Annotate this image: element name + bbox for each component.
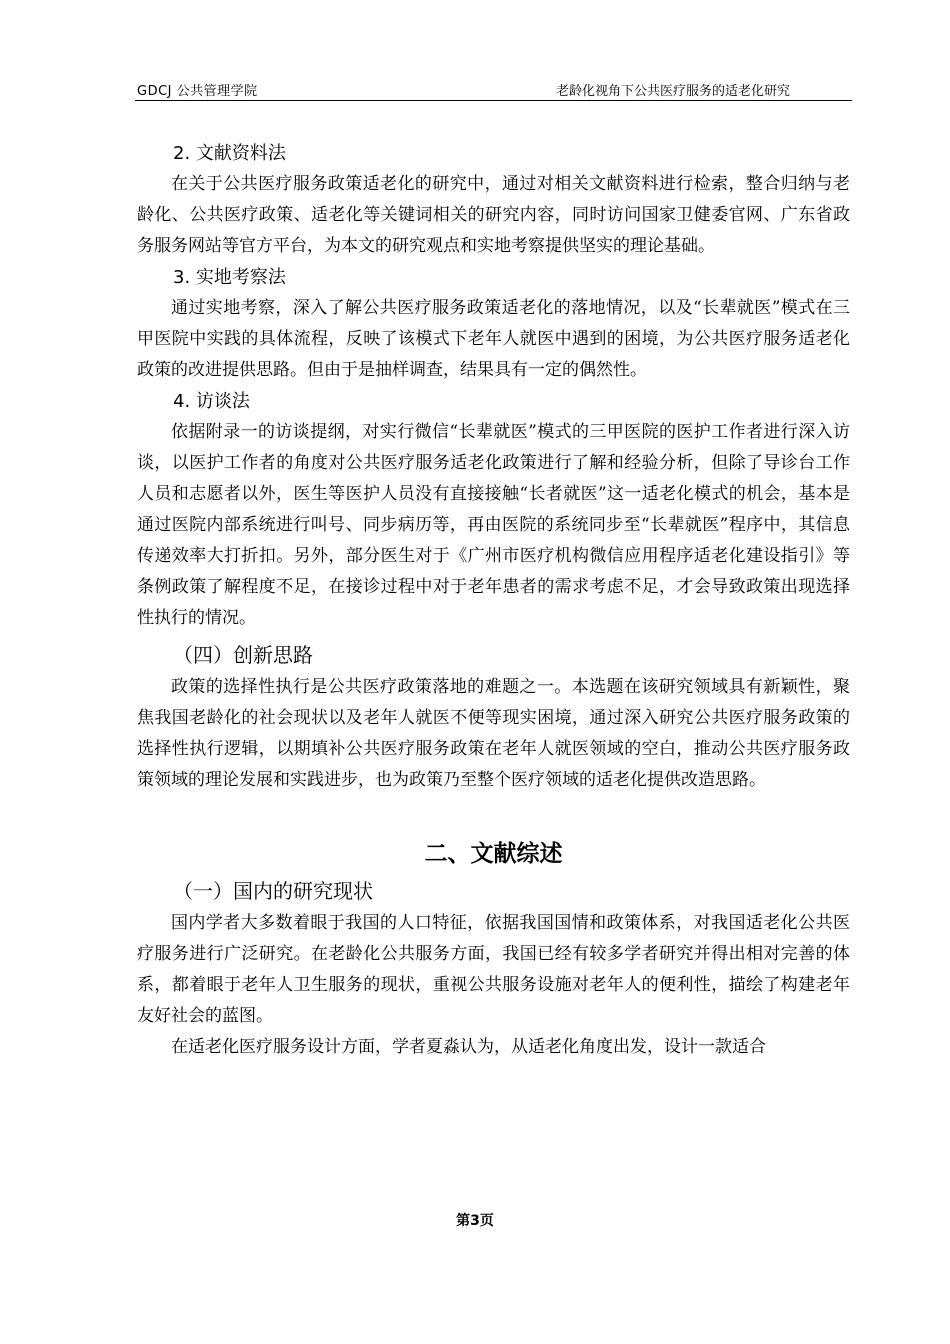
paragraph-literature-method: 在关于公共医疗服务政策适老化的研究中，通过对相关文献资料进行检索，整合归纳与老龄化、公共医疗政策、适老化等关键词相关的研究内容，同时访问国家卫健委官网、广东省政务服务网站等官方平台，为本文的研究观点和实地考察提供坚实的理论基础。	[137, 174, 850, 256]
heading-field-study: 3. 实地考察法	[173, 267, 286, 288]
document-body	[137, 138, 850, 1063]
header-institution: GDCJ 公共管理学院	[137, 84, 258, 99]
paragraph-domestic-research-2: 在适老化医疗服务设计方面，学者夏淼认为，从适老化角度出发，设计一款适合	[171, 1037, 766, 1057]
heading-innovation: （四）创新思路	[173, 643, 313, 667]
heading-interview: 4. 访谈法	[173, 391, 250, 412]
chapter-heading-literature-review: 二、文献综述	[424, 841, 563, 867]
paragraph-field-study: 通过实地考察，深入了解公共医疗服务政策适老化的落地情况，以及“长辈就医”模式在三甲医院中实践的具体流程，反映了该模式下老年人就医中遇到的困境，为公共医疗服务适老化政策的改进提供思路。但由于是抽样调查，结果具有一定的偶然性。	[137, 298, 850, 380]
page-number: 第3页	[456, 1213, 494, 1229]
heading-domestic-research: （一）国内的研究现状	[173, 879, 373, 903]
paragraph-interview: 依据附录一的访谈提纲，对实行微信“长辈就医”模式的三甲医院的医护工作者进行深入访谈，以医护工作者的角度对公共医疗服务适老化政策进行了解和经验分析，但除了导诊台工作人员和志愿者以外，医生等医护人员没有直接接触“长者就医”这一适老化模式的机会，基本是通过医院内部系统进行叫号、同步病历等，再由医院的系统同步至“长辈就医”程序中，其信息传递效率大打折扣。另外，部分医生对于《广州市医疗机构微信应用程序适老化建设指引》等条例政策了解程度不足，在接诊过程中对于老年患者的需求考虑不足，才会导致政策出现选择性执行的情况。	[137, 422, 850, 628]
heading-literature-method: 2. 文献资料法	[173, 143, 286, 164]
header-title: 老龄化视角下公共医疗服务的适老化研究	[555, 84, 790, 99]
header-divider	[135, 100, 852, 101]
section-spacer	[137, 796, 850, 834]
paragraph-domestic-research-1: 国内学者大多数着眼于我国的人口特征，依据我国国情和政策体系，对我国适老化公共医疗服务进行广泛研究。在老龄化公共服务方面，我国已经有较多学者研究并得出相对完善的体系，都着眼于老年人卫生服务的现状，重视公共服务设施对老年人的便利性，描绘了构建老年友好社会的蓝图。	[137, 913, 850, 1026]
paragraph-innovation: 政策的选择性执行是公共医疗政策落地的难题之一。本选题在该研究领域具有新颖性，聚焦我国老龄化的社会现状以及老年人就医不便等现实困境，通过深入研究公共医疗服务政策的选择性执行逻辑，以期填补公共医疗服务政策在老年人就医领域的空白，推动公共医疗服务政策领域的理论发展和实践进步，也为政策乃至整个医疗领域的适老化提供改造思路。	[137, 677, 850, 790]
